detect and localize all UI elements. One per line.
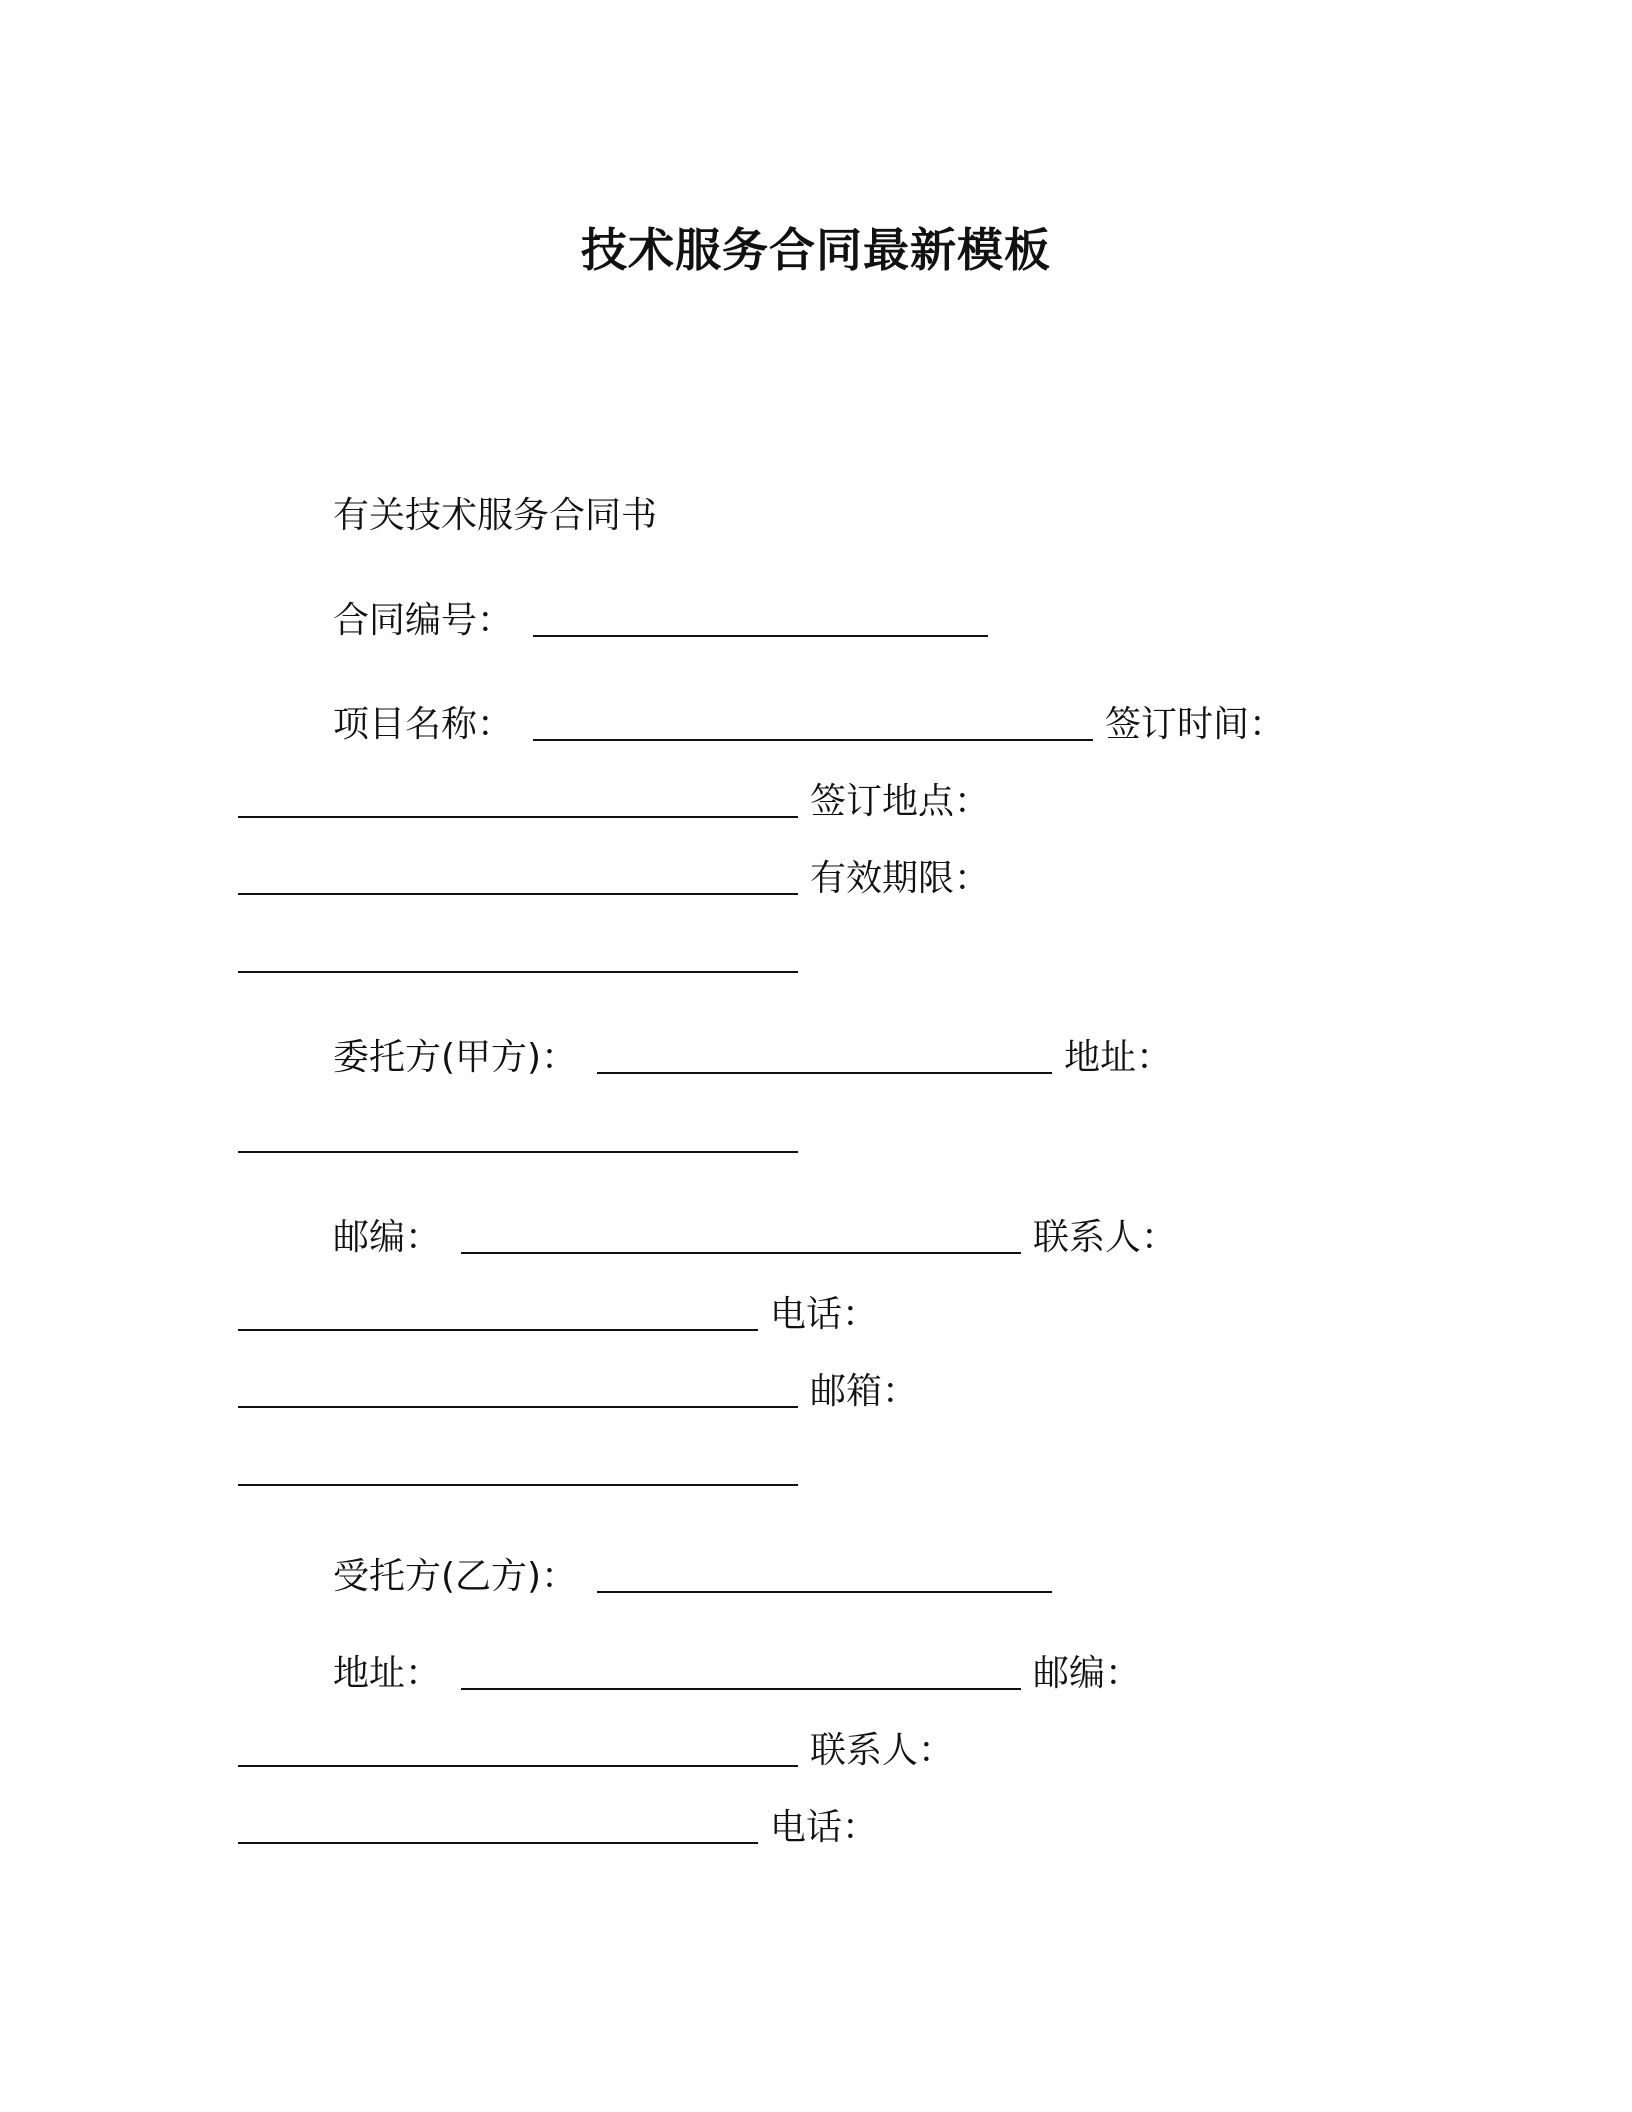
contract-no-label: 合同编号：	[333, 600, 514, 641]
trustee-address-line	[333, 1650, 1141, 1698]
valid-period-label: 有效期限：	[810, 858, 991, 899]
client-postcode-blank	[461, 1222, 1021, 1254]
client-label: 委托方(甲方)：	[333, 1037, 578, 1078]
trustee-name-blank	[597, 1561, 1052, 1593]
trustee-address-label: 地址：	[333, 1653, 442, 1694]
client-contact-blank	[238, 1299, 758, 1331]
client-phone-line	[238, 1368, 918, 1416]
project-name-label: 项目名称：	[333, 704, 514, 745]
client-postcode-line	[333, 1214, 1177, 1262]
client-name-blank	[597, 1042, 1052, 1074]
valid-period-line	[238, 941, 798, 981]
trustee-contact-blank	[238, 1812, 758, 1844]
client-email-blank	[238, 1454, 798, 1486]
client-line	[333, 1034, 1172, 1082]
client-postcode-label: 邮编：	[333, 1217, 442, 1258]
trustee-address-blank	[461, 1658, 1021, 1690]
trustee-contact-line	[238, 1804, 878, 1852]
client-phone-label: 电话：	[770, 1294, 879, 1335]
trustee-phone-label: 电话：	[770, 1807, 879, 1848]
client-phone-blank	[238, 1376, 798, 1408]
client-address-line	[238, 1121, 798, 1161]
contract-no-line	[333, 597, 988, 645]
client-address-label: 地址：	[1064, 1037, 1173, 1078]
trustee-postcode-blank	[238, 1735, 798, 1767]
sign-place-label: 签订地点：	[810, 781, 991, 822]
client-email-label: 邮箱：	[810, 1371, 919, 1412]
trustee-contact-label: 联系人：	[810, 1730, 955, 1771]
sign-time-blank	[238, 786, 798, 818]
project-name-blank	[533, 709, 1093, 741]
contract-no-blank	[533, 605, 988, 637]
project-name-line	[333, 701, 1285, 749]
client-address-blank	[238, 1121, 798, 1153]
contract-heading-line	[333, 492, 657, 540]
valid-period-blank	[238, 941, 798, 973]
sign-place-blank	[238, 863, 798, 895]
document-title: 技术服务合同最新模板	[581, 223, 1051, 277]
client-contact-label: 联系人：	[1033, 1217, 1178, 1258]
contract-heading: 有关技术服务合同书	[333, 495, 658, 536]
client-contact-line	[238, 1291, 878, 1339]
client-email-line	[238, 1454, 798, 1494]
trustee-postcode-label: 邮编：	[1033, 1653, 1142, 1694]
sign-time-line	[238, 778, 990, 826]
trustee-label: 受托方(乙方)：	[333, 1556, 578, 1597]
trustee-postcode-line	[238, 1727, 954, 1775]
sign-place-line	[238, 855, 990, 903]
sign-time-label: 签订时间：	[1105, 704, 1286, 745]
trustee-line	[333, 1553, 1052, 1601]
